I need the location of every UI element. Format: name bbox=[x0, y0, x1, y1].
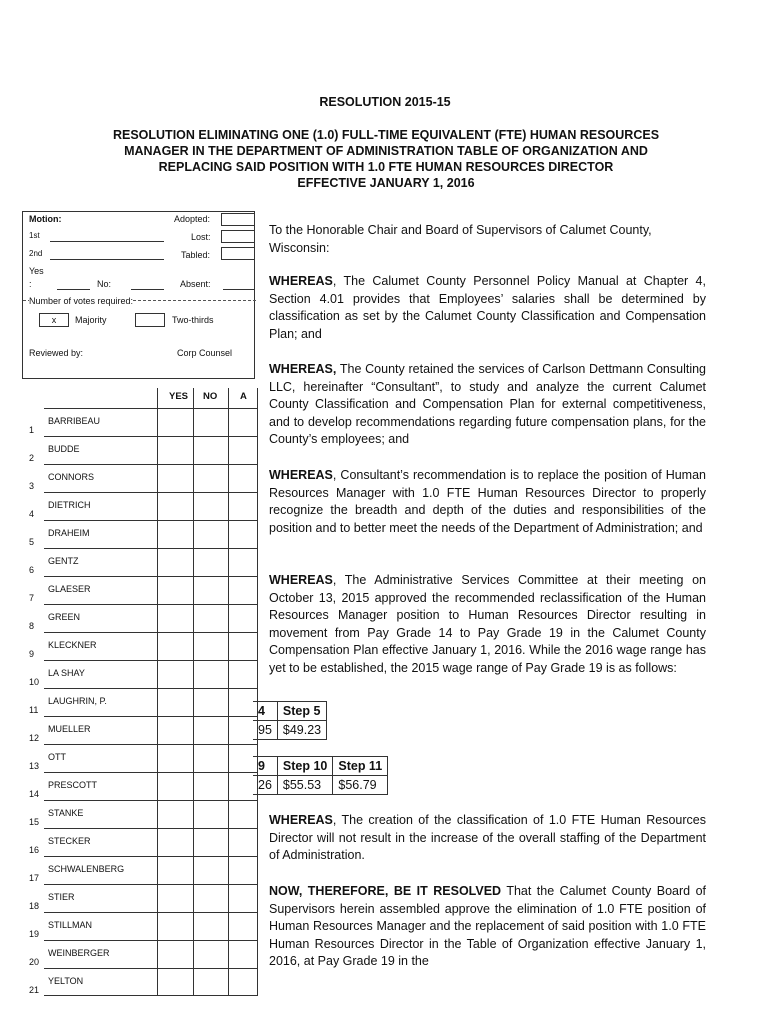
member-name: DRAHEIM bbox=[48, 528, 90, 538]
wage-value: 95 bbox=[253, 721, 277, 740]
paragraph-text: The County retained the services of Carlson Dettmann Consulting LLC, hereinafter “Consultant”, to study and analyze the current Calumet County Classification and Compensation Plan for external competitiveness, and to develop recommendations regarding future compensation plans, for the County’s employees; and bbox=[269, 362, 706, 446]
votes-required-label: Number of votes required: bbox=[29, 296, 134, 306]
whereas-paragraph-4 bbox=[269, 572, 706, 677]
tabled-checkbox[interactable] bbox=[221, 247, 255, 260]
two-thirds-checkbox[interactable] bbox=[135, 313, 165, 327]
member-name: STILLMAN bbox=[48, 920, 93, 930]
table-row-divider bbox=[44, 520, 258, 521]
first-label: 1st bbox=[29, 231, 40, 240]
paragraph-text: , Consultant’s recommendation is to replace the position of Human Resources Manager with 1.0 FTE Human Resources Director to properly recognize the breadth and depth of the duties and responsibilities of the position and to better meet the needs of the Department of Administration; and bbox=[269, 468, 706, 535]
member-name: BARRIBEAU bbox=[48, 416, 101, 426]
member-name: YELTON bbox=[48, 976, 84, 986]
table-row-divider bbox=[44, 800, 258, 801]
table-bottom-border bbox=[44, 995, 258, 996]
table-row-divider bbox=[44, 828, 258, 829]
paragraph-text: , The Calumet County Personnel Policy Manual at Chapter 4, Section 4.01 provides that Employees’ salaries shall be determined by classification as set by the Calumet County Classification and Compensation Plan; and bbox=[269, 274, 706, 341]
no-label: No: bbox=[97, 279, 112, 289]
table-row-divider bbox=[44, 912, 258, 913]
member-name: WEINBERGER bbox=[48, 948, 110, 958]
member-number: 16 bbox=[29, 845, 40, 855]
table-row-divider bbox=[44, 716, 258, 717]
resolution-subtitle bbox=[70, 127, 702, 191]
whereas-keyword: WHEREAS bbox=[269, 468, 333, 482]
table-row-divider bbox=[44, 548, 258, 549]
table-row-divider bbox=[44, 632, 258, 633]
member-number: 1 bbox=[29, 425, 35, 435]
member-number: 20 bbox=[29, 957, 40, 967]
whereas-keyword: WHEREAS bbox=[269, 274, 333, 288]
member-name: DIETRICH bbox=[48, 500, 91, 510]
member-name: STIER bbox=[48, 892, 75, 902]
member-name: STANKE bbox=[48, 808, 84, 818]
member-name: MUELLER bbox=[48, 724, 91, 734]
wage-value: $49.23 bbox=[277, 721, 326, 740]
whereas-paragraph-2 bbox=[269, 361, 706, 449]
member-name: GLAESER bbox=[48, 584, 91, 594]
wage-header: Step 11 bbox=[333, 757, 388, 776]
salutation: To the Honorable Chair and Board of Supervisors of Calumet County, Wisconsin: bbox=[269, 223, 652, 255]
member-name: LA SHAY bbox=[48, 668, 85, 678]
member-number: 21 bbox=[29, 985, 40, 995]
wage-header: 9 bbox=[253, 757, 277, 776]
wage-value: 26 bbox=[253, 776, 277, 795]
table-row-divider bbox=[44, 408, 258, 409]
tabled-label: Tabled: bbox=[181, 250, 211, 260]
col-divider bbox=[193, 388, 194, 996]
member-name: KLECKNER bbox=[48, 640, 97, 650]
majority-label: Majority bbox=[75, 315, 107, 325]
table-row-divider bbox=[44, 688, 258, 689]
yes-count-line[interactable] bbox=[57, 289, 90, 290]
table-row-divider bbox=[44, 772, 258, 773]
subtitle-line: REPLACING SAID POSITION WITH 1.0 FTE HUMAN RESOURCES DIRECTOR bbox=[158, 160, 614, 174]
resolved-keyword: NOW, THEREFORE, BE IT RESOLVED bbox=[269, 884, 502, 898]
whereas-keyword: WHEREAS bbox=[269, 813, 333, 827]
adopted-label: Adopted: bbox=[174, 214, 211, 224]
absent-label: Absent: bbox=[180, 279, 211, 289]
subtitle-line: MANAGER IN THE DEPARTMENT OF ADMINISTRATION TABLE OF ORGANIZATION AND bbox=[124, 144, 648, 158]
resolution-title: RESOLUTION 2015-15 bbox=[319, 95, 451, 109]
member-number: 8 bbox=[29, 621, 35, 631]
paragraph-text: , The creation of the classification of 1.0 FTE Human Resources Director will not result in the increase of the overall staffing of the Department of Administration. bbox=[269, 813, 706, 862]
table-row-divider bbox=[44, 744, 258, 745]
wage-table-1 bbox=[253, 701, 327, 740]
member-name: SCHWALENBERG bbox=[48, 864, 125, 874]
paragraph-text: That the Calumet County Board of Supervisors herein assembled approve the elimination of 1.0 FTE position of Human Resources Manager and the replacement of said position with 1.0 FTE Human Resources Director in the Table of Organization effective January 1, 2016, at Pay Grade 19 in the bbox=[269, 884, 706, 968]
first-motion-line[interactable] bbox=[50, 241, 164, 242]
col-yes: YES bbox=[169, 391, 189, 402]
reviewer: Corp Counsel bbox=[177, 348, 233, 358]
wage-value: $56.79 bbox=[333, 776, 388, 795]
member-number: 4 bbox=[29, 509, 35, 519]
subtitle-line: EFFECTIVE JANUARY 1, 2016 bbox=[297, 176, 475, 190]
col-no: NO bbox=[203, 391, 218, 402]
table-row-divider bbox=[44, 576, 258, 577]
member-name: PRESCOTT bbox=[48, 780, 98, 790]
member-number: 14 bbox=[29, 789, 40, 799]
whereas-keyword: WHEREAS bbox=[269, 573, 333, 587]
whereas-paragraph-1 bbox=[269, 273, 706, 343]
member-number: 13 bbox=[29, 761, 40, 771]
yes-label: Yes bbox=[29, 266, 44, 276]
col-divider bbox=[228, 388, 229, 996]
member-number: 10 bbox=[29, 677, 40, 687]
member-name: GREEN bbox=[48, 612, 81, 622]
member-name: OTT bbox=[48, 752, 66, 762]
second-label: 2nd bbox=[29, 249, 43, 258]
col-absent: A bbox=[240, 391, 247, 402]
col-divider bbox=[157, 388, 158, 996]
no-count-line[interactable] bbox=[131, 289, 164, 290]
yes-colon: : bbox=[29, 279, 32, 289]
table-row-divider bbox=[44, 660, 258, 661]
table-row-divider bbox=[44, 968, 258, 969]
second-motion-line[interactable] bbox=[50, 259, 164, 260]
col-divider bbox=[257, 388, 258, 996]
member-name: GENTZ bbox=[48, 556, 79, 566]
motion-box bbox=[22, 211, 255, 379]
member-name: CONNORS bbox=[48, 472, 95, 482]
member-number: 15 bbox=[29, 817, 40, 827]
table-row-divider bbox=[44, 492, 258, 493]
paragraph-text: , The Administrative Services Committee at their meeting on October 13, 2015 approved the recommended reclassification of the Human Resources Manager position to Human Resources Director resulting in movement from Pay Grade 14 to Pay Grade 19 in the Calumet County Compensation Plan effective January 1, 2016. While the 2016 wage range has yet to be established, the 2015 wage range of Pay Grade 19 is as follows: bbox=[269, 573, 706, 675]
wage-table-2 bbox=[253, 756, 388, 795]
member-number: 2 bbox=[29, 453, 35, 463]
member-name: BUDDE bbox=[48, 444, 80, 454]
member-number: 12 bbox=[29, 733, 40, 743]
wage-header: Step 5 bbox=[277, 702, 326, 721]
absent-count-line[interactable] bbox=[223, 289, 255, 290]
table-row-divider bbox=[44, 464, 258, 465]
member-number: 19 bbox=[29, 929, 40, 939]
table-row-divider bbox=[44, 604, 258, 605]
member-number: 3 bbox=[29, 481, 35, 491]
member-number: 18 bbox=[29, 901, 40, 911]
lost-checkbox[interactable] bbox=[221, 230, 255, 243]
wage-header: Step 10 bbox=[277, 757, 332, 776]
member-number: 7 bbox=[29, 593, 35, 603]
whereas-paragraph-3 bbox=[269, 467, 706, 537]
lost-label: Lost: bbox=[191, 232, 211, 242]
member-number: 6 bbox=[29, 565, 35, 575]
majority-checkbox[interactable]: x bbox=[39, 313, 69, 327]
wage-header: 4 bbox=[253, 702, 277, 721]
table-row-divider bbox=[44, 940, 258, 941]
member-number: 9 bbox=[29, 649, 35, 659]
member-number: 11 bbox=[29, 705, 39, 715]
subtitle-line: RESOLUTION ELIMINATING ONE (1.0) FULL-TIME EQUIVALENT (FTE) HUMAN RESOURCES bbox=[112, 128, 660, 142]
member-name: LAUGHRIN, P. bbox=[48, 696, 107, 706]
whereas-paragraph-5 bbox=[269, 812, 706, 865]
motion-label: Motion: bbox=[29, 214, 62, 224]
member-number: 17 bbox=[29, 873, 40, 883]
table-row-divider bbox=[44, 436, 258, 437]
resolved-paragraph bbox=[269, 883, 706, 971]
wage-value: $55.53 bbox=[277, 776, 332, 795]
member-name: STECKER bbox=[48, 836, 91, 846]
whereas-keyword: WHEREAS, bbox=[269, 362, 337, 376]
table-row-divider bbox=[44, 884, 258, 885]
adopted-checkbox[interactable] bbox=[221, 213, 255, 226]
reviewed-by-label: Reviewed by: bbox=[29, 348, 84, 358]
two-thirds-label: Two-thirds bbox=[172, 315, 214, 325]
member-number: 5 bbox=[29, 537, 35, 547]
table-row-divider bbox=[44, 856, 258, 857]
